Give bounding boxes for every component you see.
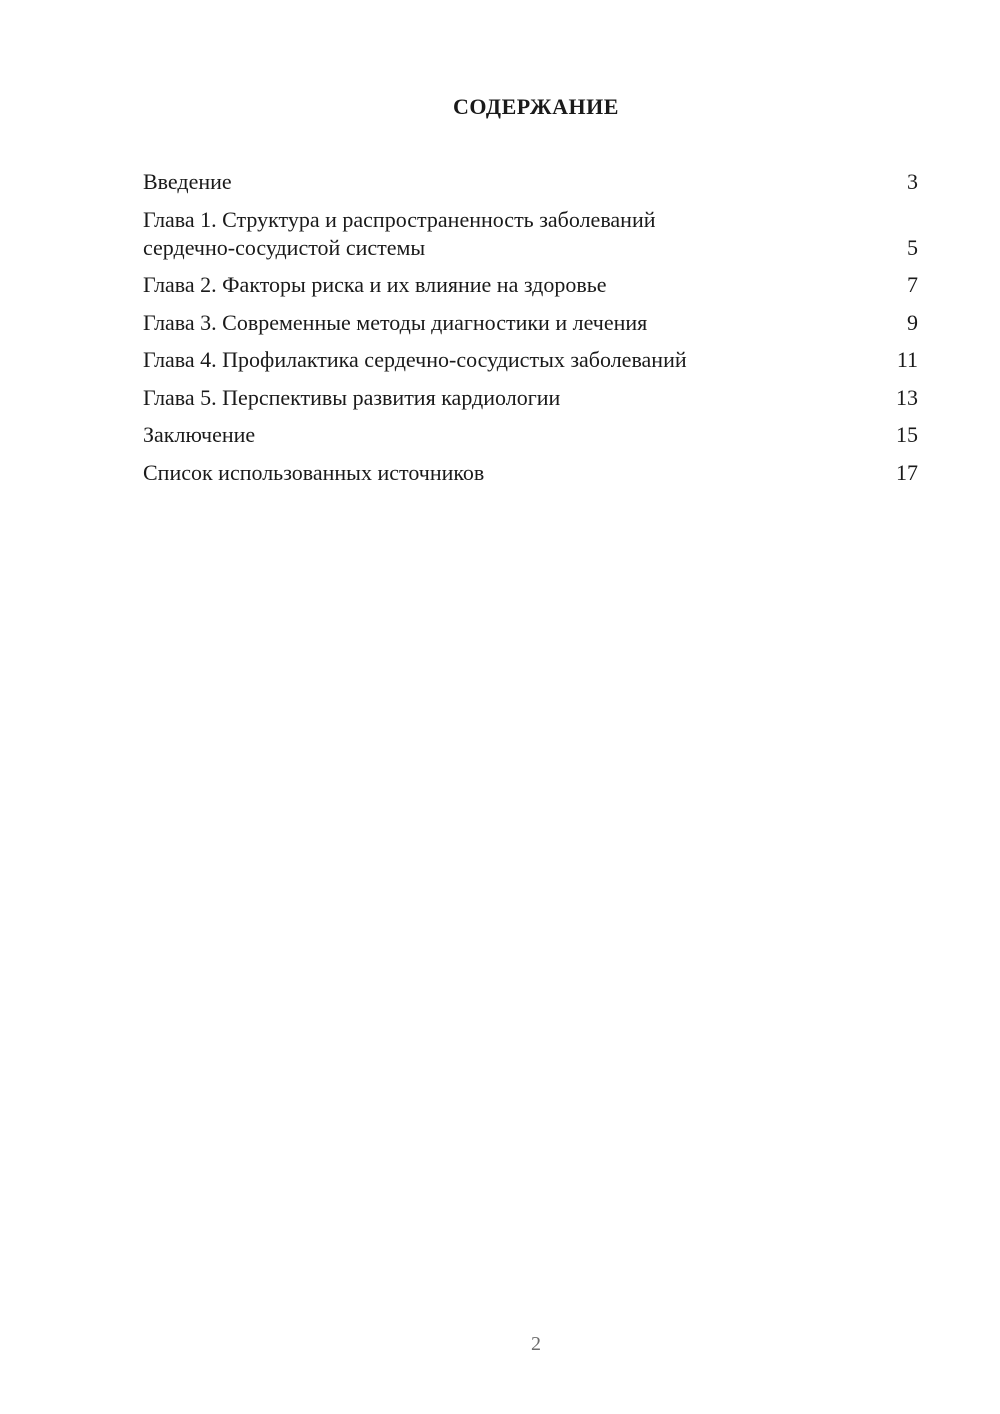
toc-entry-title: Глава 4. Профилактика сердечно-сосудистых заболеваний — [143, 347, 687, 372]
toc-entry-title: Глава 2. Факторы риска и их влияние на здоровье — [143, 272, 607, 297]
toc-entry-title: Заключение — [143, 422, 256, 447]
toc-page-number: 9 — [907, 309, 918, 335]
toc-entry-conclusion[interactable] — [143, 421, 918, 449]
toc-entry-title: Глава 3. Современные методы диагностики и лечения — [143, 309, 648, 335]
toc-page-number: 17 — [896, 459, 918, 485]
toc-entry-chapter-4[interactable] — [143, 346, 918, 374]
page-number: 2 — [531, 1333, 541, 1355]
toc-page-number: 13 — [896, 384, 918, 410]
toc-entry-introduction[interactable] — [143, 168, 918, 196]
toc-entry-chapter-1[interactable] — [143, 206, 918, 262]
toc-entry-references[interactable] — [143, 459, 918, 487]
page-title: СОДЕРЖАНИЕ — [453, 94, 619, 119]
toc-page-number: 15 — [896, 422, 918, 447]
toc-page-number: 11 — [896, 347, 918, 372]
toc-page-number: 3 — [907, 169, 918, 194]
table-of-contents — [143, 168, 918, 496]
toc-page-number: 7 — [907, 272, 918, 297]
toc-page-number: 5 — [907, 234, 918, 260]
toc-entry-title: Глава 5. Перспективы развития кардиологии — [143, 384, 561, 410]
toc-entry-title: Список использованных источников — [143, 459, 485, 485]
toc-entry-title: Глава 1. Структура и распространенность заболеваний сердечно-сосудистой системы — [143, 206, 656, 260]
toc-entry-chapter-5[interactable] — [143, 384, 918, 412]
toc-entry-title: Введение — [143, 169, 232, 194]
toc-entry-chapter-3[interactable] — [143, 309, 918, 337]
toc-entry-chapter-2[interactable] — [143, 271, 918, 299]
